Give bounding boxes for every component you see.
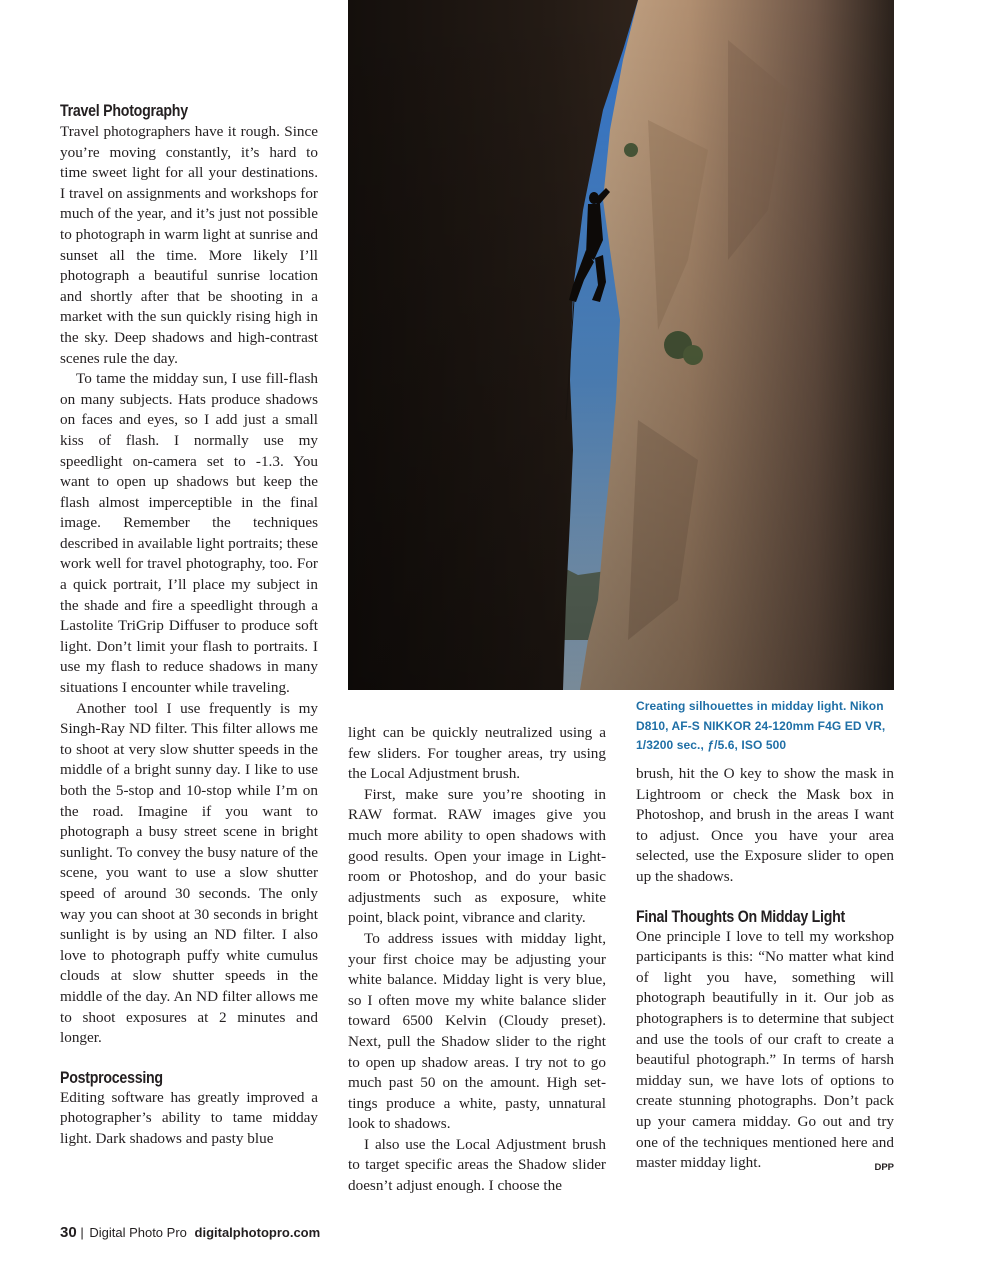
page-number: 30	[60, 1224, 77, 1241]
paragraph: To tame the midday sun, I use fill-flash on many subjects. Hats produce shadows on faces and eyes, so I add just a small kiss of flash. I normally use my speedlight on-camera set to -1.3. You want to open up shadows but keep the flash almost imperceptible in the final image. Remember the techniques described in available light portraits; these work well for travel photography, too. For a quick portrait, I’ll place my subject in the shade and fire a speedlight through a Lastolite TriGrip Diffuser to produce soft light. Don’t limit your flash to portraits. I use my flash to reduce shadows in many situations I encounter while traveling.	[60, 370, 318, 697]
paragraph: To address issues with midday light, your first choice may be adjusting your white balance. Midday light is very blue, so I often move my white balance slider toward 6500 Kelvin (Cloudy preset). Next, pull the Shadow slider to the right to open up shadow areas. I try not to go much past 50 on the amount. High settings produce a white, pasty, unnatural look to shadows.	[348, 929, 606, 1133]
paragraph: I also use the Local Adjustment brush to target specific areas the Shadow slider doesn’t adjust enough. I choose the	[348, 1135, 606, 1195]
column-right	[636, 764, 894, 1179]
photo-caption: Creating silhouettes in midday light. Nikon D810, AF-S NIKKOR 24-120mm F4G ED VR, 1/3200 sec., ƒ/5.6, ISO 500	[636, 699, 886, 753]
page-footer	[60, 1224, 320, 1241]
paragraph: Travel photographers have it rough. Since you’re moving constantly, it’s hard to time sweet light for all your destinations. I travel on assignments and workshops for much of the year, and it’s just not possible to photograph in warm light at sunrise and sunset all the time. More likely I’ll photograph a beautiful sunrise location and shortly after that be shooting in a market with the sun quickly rising high in the sky. Deep shadows and high-contrast scenes rule the day.	[60, 123, 318, 367]
column-left	[60, 122, 318, 1150]
paragraph: light can be quickly neutralized using a few sliders. For tougher areas, try using the Local Adjustment brush.	[348, 724, 606, 783]
final-paragraph-text: One principle I love to tell my workshop participants is this: “No matter what kind of light you have, something will photograph beautifully in it. Our job as photographers is to determine that subject and use the tools of our craft to create a beautiful photograph.” In terms of harsh midday sun, we have lots of options to create stunning photographs. Don’t pack up your camera midday. Go out and try one of the techniques mentioned here and master midday light.	[636, 927, 894, 1172]
paragraph: Editing software has greatly improved a photographer’s ability to tame midday light. Dark shadows and pasty blue	[60, 1088, 318, 1147]
heading-final-thoughts: Final Thoughts On Midday Light	[636, 907, 846, 926]
heading-postprocessing: Postprocessing	[60, 1068, 163, 1087]
column-middle	[348, 723, 606, 1197]
heading-travel-photography: Travel Photography	[60, 102, 188, 120]
end-mark: DPP	[874, 1162, 894, 1174]
article-photo	[348, 0, 894, 690]
paragraph: brush, hit the O key to show the mask in Lightroom or check the Mask box in Photoshop, and brush in the areas I want to adjust. Once you have your area selected, use the Exposure slider to open up the shadows.	[636, 765, 894, 885]
magazine-name: Digital Photo Pro	[89, 1225, 187, 1240]
paragraph	[636, 927, 894, 1174]
paragraph: Another tool I use frequently is my Singh-Ray ND filter. This filter allows me to shoot at very slow shutter speeds in the middle of a bright sunny day. I like to use both the 5-stop and 10-stop while I’m on the road. Imagine if you want to photograph a busy street scene in bright sunlight. To convey the busy nature of the scene, you want to use a slow shutter speed of around 30 seconds. The only way you can shoot at 30 seconds in bright sunlight is by using an ND filter. I also love to photograph puffy white cumulus clouds at slow shutter speeds in the middle of the day. An ND filter allows me to shoot exposures at 2 minutes and longer.	[60, 699, 318, 1047]
paragraph: First, make sure you’re shooting in RAW format. RAW images give you much more ability to open shadows with good results. Open your image in Lightroom or Photoshop, and do your basic adjustments such as exposure, white point, black point, vibrance and clarity.	[348, 785, 606, 927]
footer-separator: |	[80, 1225, 84, 1240]
magazine-url[interactable]: digitalphotopro.com	[194, 1225, 321, 1240]
